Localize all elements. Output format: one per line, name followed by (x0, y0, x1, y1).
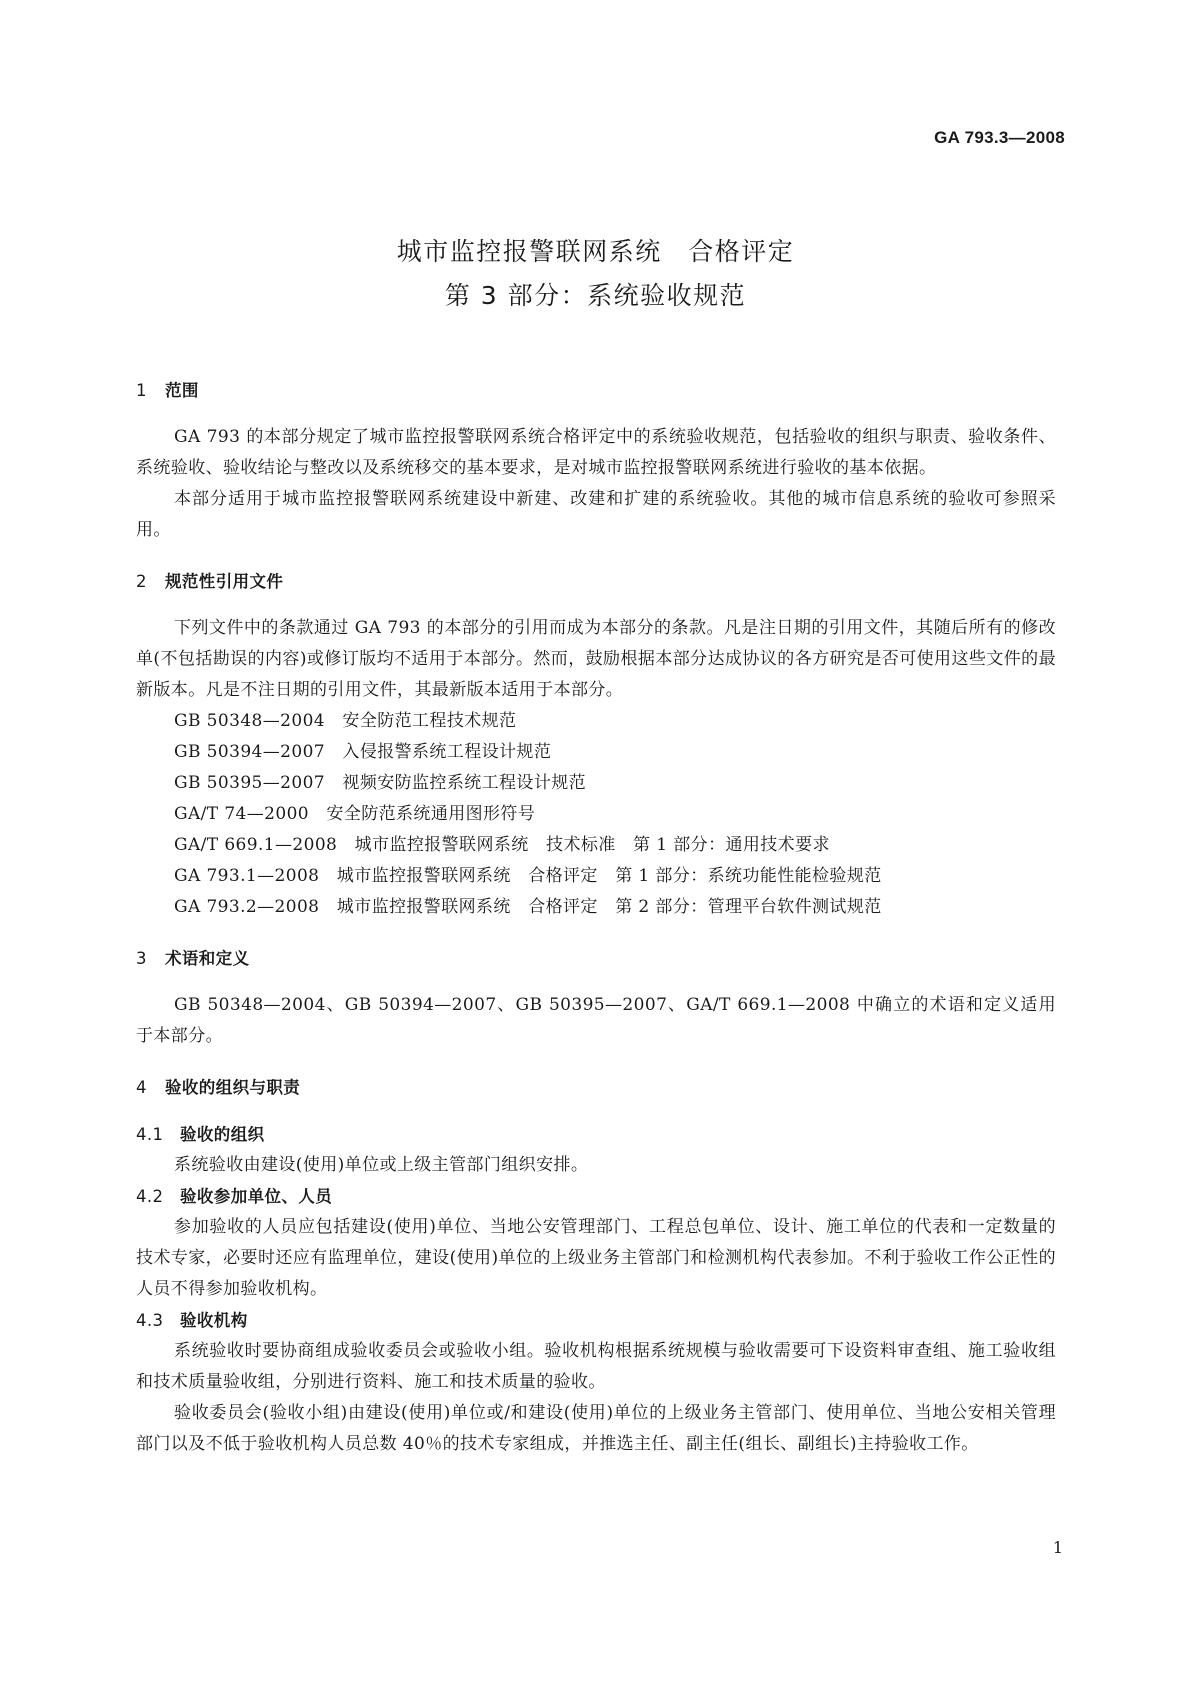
section-title: 术语和定义 (165, 949, 250, 968)
references-paragraph: 下列文件中的条款通过 GA 793 的本部分的引用而成为本部分的条款。凡是注日期的引用文件，其随后所有的修改单(不包括勘误的内容)或修订版均不适用于本部分。然而，鼓励根据本部分达成协议的各方研究是否可使用这些文件的最新版本。凡是不注日期的引用文件，其最新版本适用于本部分。 (136, 618, 1056, 700)
reference-item: GA/T 74—2000 安全防范系统通用图形符号 (174, 804, 536, 824)
subsection-4-3-paragraph-1: 系统验收时要协商组成验收委员会或验收小组。验收机构根据系统规模与验收需要可下设资料审查组、施工验收组和技术质量验收组，分别进行资料、施工和技术质量的验收。 (136, 1341, 1056, 1392)
reference-item: GA 793.1—2008 城市监控报警联网系统 合格评定 第 1 部分：系统功能性能检验规范 (174, 866, 882, 886)
reference-item: GA/T 669.1—2008 城市监控报警联网系统 技术标准 第 1 部分：通用技术要求 (174, 835, 830, 855)
page-number: 1 (1052, 1538, 1063, 1557)
subsection-title: 验收参加单位、人员 (180, 1187, 333, 1206)
subsection-4-1-paragraph: 系统验收由建设(使用)单位或上级主管部门组织安排。 (174, 1155, 589, 1175)
reference-item: GA 793.2—2008 城市监控报警联网系统 合格评定 第 2 部分：管理平台软件测试规范 (174, 897, 882, 917)
section-heading-terms (136, 943, 1056, 974)
subsection-4-2-paragraph: 参加验收的人员应包括建设(使用)单位、当地公安管理部门、工程总包单位、设计、施工单位的代表和一定数量的技术专家，必要时还应有监理单位，建设(使用)单位的上级业务主管部门和检测机构代表参加。不利于验收工作公正性的人员不得参加验收机构。 (136, 1217, 1056, 1299)
scope-paragraph-1: GA 793 的本部分规定了城市监控报警联网系统合格评定中的系统验收规范，包括验收的组织与职责、验收条件、系统验收、验收结论与整改以及系统移交的基本要求，是对城市监控报警联网系统进行验收的基本依据。 (136, 427, 1056, 478)
section-number: 1 (136, 381, 147, 400)
subsection-heading-4-1 (136, 1119, 1056, 1150)
title-line-1: 城市监控报警联网系统 合格评定 (396, 237, 795, 266)
subsection-title: 验收的组织 (180, 1125, 265, 1144)
section-heading-normative-references (136, 566, 1056, 597)
subsection-number: 4.1 (136, 1125, 164, 1144)
standard-code: GA 793.3—2008 (934, 128, 1065, 147)
section-heading-organization (136, 1072, 1056, 1103)
section-number: 2 (136, 572, 147, 591)
section-number: 3 (136, 949, 147, 968)
reference-item: GB 50395—2007 视频安防监控系统工程设计规范 (174, 773, 587, 793)
subsection-heading-4-3 (136, 1305, 1056, 1336)
subsection-number: 4.3 (136, 1311, 164, 1330)
section-title: 范围 (165, 381, 199, 400)
terms-paragraph: GB 50348—2004、GB 50394—2007、GB 50395—2007、GA/T 669.1—2008 中确立的术语和定义适用于本部分。 (136, 995, 1056, 1046)
scope-paragraph-2: 本部分适用于城市监控报警联网系统建设中新建、改建和扩建的系统验收。其他的城市信息系统的验收可参照采用。 (136, 489, 1056, 540)
section-number: 4 (136, 1078, 147, 1097)
section-heading-scope (136, 375, 1056, 406)
reference-item: GB 50348—2004 安全防范工程技术规范 (174, 711, 517, 731)
document-title (0, 230, 1191, 318)
title-line-2: 第 3 部分：系统验收规范 (444, 281, 747, 310)
subsection-number: 4.2 (136, 1187, 164, 1206)
subsection-4-3-paragraph-2: 验收委员会(验收小组)由建设(使用)单位或/和建设(使用)单位的上级业务主管部门、使用单位、当地公安相关管理部门以及不低于验收机构人员总数 40％的技术专家组成，并推选主任、副主任(组长、副组长)主持验收工作。 (136, 1403, 1056, 1454)
subsection-heading-4-2 (136, 1181, 1056, 1212)
section-title: 规范性引用文件 (165, 572, 284, 591)
reference-item: GB 50394—2007 入侵报警系统工程设计规范 (174, 742, 552, 762)
section-title: 验收的组织与职责 (165, 1078, 301, 1097)
subsection-title: 验收机构 (180, 1311, 248, 1330)
document-body (136, 375, 1056, 1460)
